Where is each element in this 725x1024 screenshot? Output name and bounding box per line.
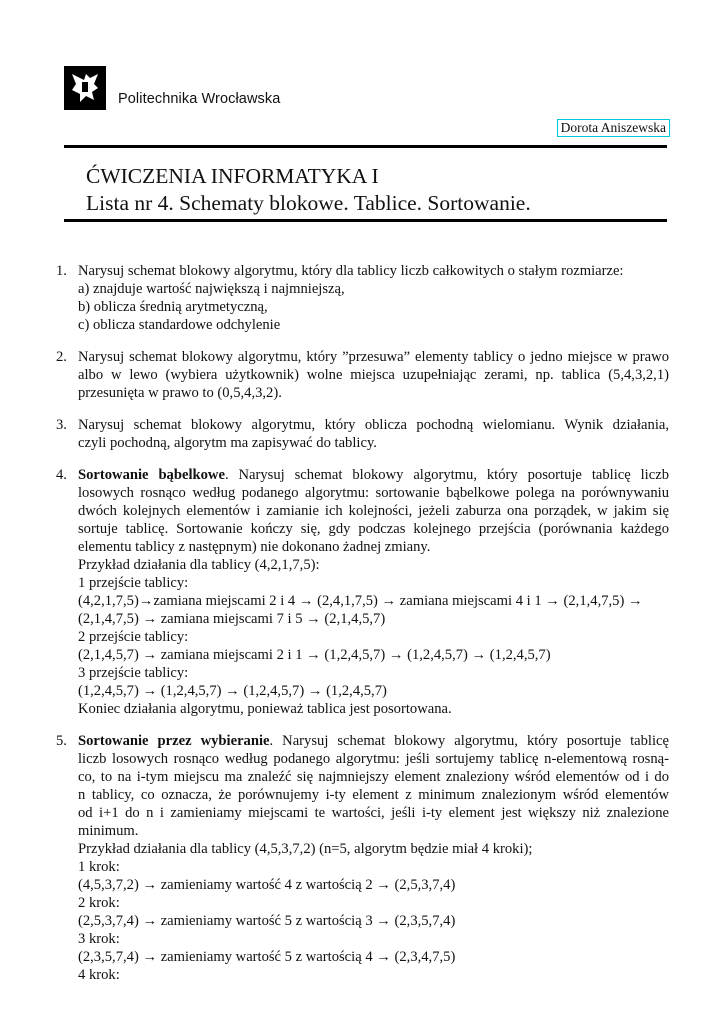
task-line: od i+1 do n i zamieniamy miejscami te wartości, jeśli i-ty element jest większy niż znalezione: [78, 805, 669, 821]
task-list: [56, 262, 669, 984]
task-list-container: [56, 262, 669, 998]
task-line: czyli pochodną, algorytm ma zapisywać do tablicy.: [78, 435, 377, 451]
task-line: elementu tablicy z następnym) nie dokonano żadnej zmiany.: [78, 539, 431, 555]
task-line: albo w lewo (wybiera użytkownik) wolne miejsca uzupełniając zerami, np. tablica (5,4,3,2,1): [78, 367, 669, 383]
task-line: (2,1,4,5,7) → zamiana miejscami 2 i 1 → (1,2,4,5,7) → (1,2,4,5,7) → (1,2,4,5,7): [78, 647, 551, 663]
task-line: n tablicy, co oznacza, że porównujemy i-ty element z minimum znalezionym wśród elementów: [78, 787, 669, 803]
task-line: a) znajduje wartość największą i najmniejszą,: [78, 281, 345, 297]
task-line: c) oblicza standardowe odchylenie: [78, 317, 281, 333]
task-text: . Narysuj schemat blokowy algorytmu, który posortuje tablicę liczb: [224, 467, 669, 483]
task-number: 1.: [56, 263, 67, 279]
task-line: minimum.: [78, 823, 139, 839]
task-number: 4.: [56, 467, 67, 483]
task-line: Narysuj schemat blokowy algorytmu, który ”przesuwa” elementy tablicy o jedno miejsce w prawo: [78, 349, 669, 365]
task-line: b) oblicza średnią arytmetyczną,: [78, 299, 268, 315]
task-line: Przykład działania dla tablicy (4,2,1,7,5):: [78, 557, 320, 573]
task-number: 5.: [56, 733, 67, 749]
task-line: Narysuj schemat blokowy algorytmu, który oblicza pochodną wielomianu. Wynik działania,: [78, 417, 669, 433]
task-line: 3 krok:: [78, 931, 120, 947]
task-line: Przykład działania dla tablicy (4,5,3,7,2) (n=5, algorytm będzie miał 4 kroki);: [78, 841, 533, 857]
task-line: 1 krok:: [78, 859, 120, 875]
page-title: ĆWICZENIA INFORMATYKA I: [86, 164, 379, 188]
task-line: (2,3,5,7,4) → zamieniamy wartość 5 z wartością 4 → (2,3,4,7,5): [78, 949, 456, 965]
task-line: 1 przejście tablicy:: [78, 575, 189, 591]
task-line: co, to na i-tym miejscu ma znaleźć się najmniejszy element znaleziony wśród elementów od i do: [78, 769, 669, 785]
bottom-divider: [64, 219, 667, 222]
task-line: Koniec działania algorytmu, ponieważ tablica jest posortowana.: [78, 701, 452, 717]
task-line: dwóch kolejnych elementów i zamianie ich kolejności, jeżeli zaburza ona porządek, w jakim się: [78, 503, 669, 519]
task-line: losowych rosnąco według podanego algorytmu: sortowanie bąbelkowe polega na porównywaniu: [78, 485, 669, 501]
task-line: 2 przejście tablicy:: [78, 629, 189, 645]
task-line: (4,5,3,7,2) → zamieniamy wartość 4 z wartością 2 → (2,5,3,7,4): [78, 877, 456, 893]
task-heading: Sortowanie bąbelkowe: [78, 467, 225, 483]
task-heading: Sortowanie przez wybieranie: [78, 733, 270, 749]
task-item: [56, 416, 669, 452]
task-item: [56, 348, 669, 402]
task-item: [56, 732, 669, 984]
task-item: [56, 466, 669, 718]
task-line: sortuje tablicę. Sortowanie kończy się, gdy podczas kolejnego przejścia (porównania każdego: [78, 521, 669, 537]
task-line: (1,2,4,5,7) → (1,2,4,5,7) → (1,2,4,5,7) → (1,2,4,5,7): [78, 683, 387, 699]
task-line: (2,1,4,7,5) → zamiana miejscami 7 i 5 → (2,1,4,5,7): [78, 611, 386, 627]
task-text: . Narysuj schemat blokowy algorytmu, który posortuje tablicę: [269, 733, 669, 749]
task-line: (4,2,1,7,5)→zamiana miejscami 2 i 4 → (2,4,1,7,5) → zamiana miejscami 4 i 1 → (2,1,4,7,5) →: [78, 593, 643, 609]
task-number: 2.: [56, 349, 67, 365]
eagle-emblem-icon: [64, 66, 106, 110]
task-item: [56, 262, 669, 334]
university-logo: [64, 66, 106, 110]
task-line: 2 krok:: [78, 895, 120, 911]
top-divider: [64, 145, 667, 148]
task-line: (2,5,3,7,4) → zamieniamy wartość 5 z wartością 3 → (2,3,5,7,4): [78, 913, 456, 929]
task-line: przesunięta w prawo to (0,5,4,3,2).: [78, 385, 282, 401]
task-line: 4 krok:: [78, 967, 120, 983]
page-subtitle: Lista nr 4. Schematy blokowe. Tablice. Sortowanie.: [86, 191, 531, 215]
task-line: Narysuj schemat blokowy algorytmu, który dla tablicy liczb całkowitych o stałym rozmiarze:: [78, 263, 624, 279]
institution-name: Politechnika Wrocławska: [118, 91, 281, 107]
author-name[interactable]: Dorota Aniszewska: [557, 119, 670, 137]
task-number: 3.: [56, 417, 67, 433]
task-line: [78, 732, 669, 750]
task-line: 3 przejście tablicy:: [78, 665, 189, 681]
task-line: liczb losowych rosnąco według podanego algorytmu: jeśli sortujemy tablicę n-elementową rosną-: [78, 751, 669, 767]
task-line: [78, 466, 669, 484]
